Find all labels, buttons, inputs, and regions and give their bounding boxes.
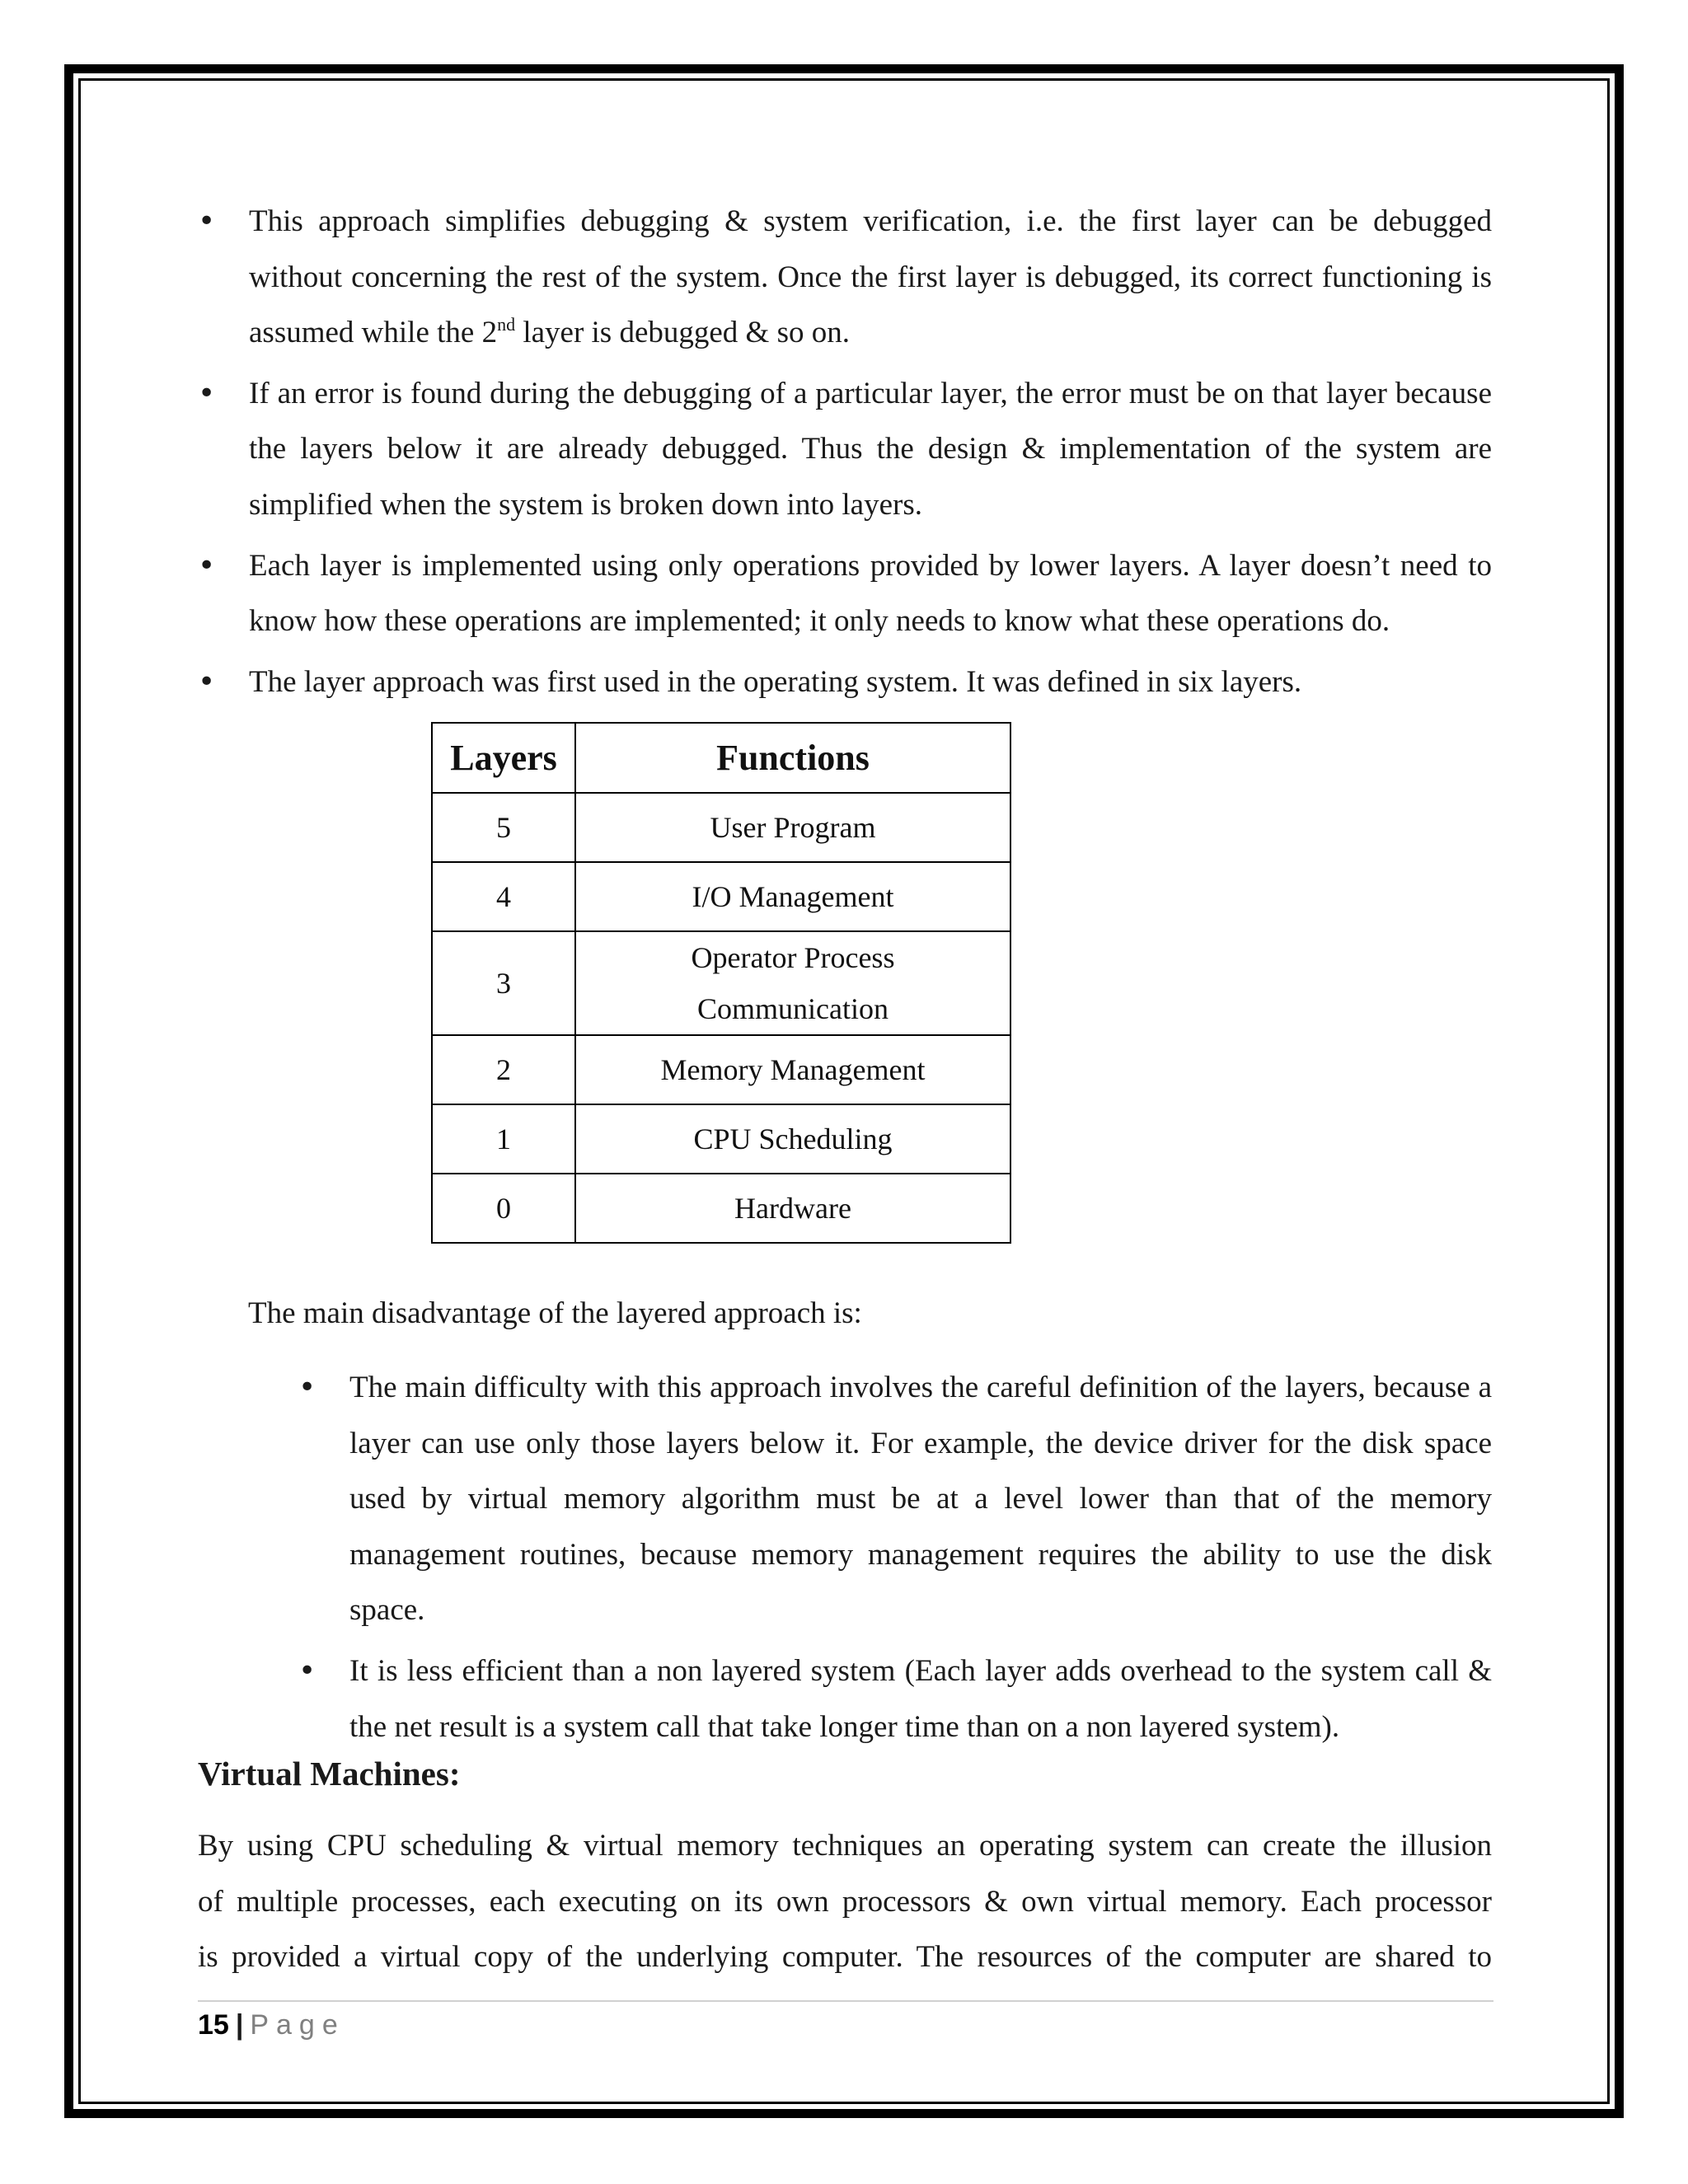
virtual-machines-paragraph xyxy=(198,1818,1492,1985)
list-item: • If an error is found during the debugging of a particular layer, the error must be on that layer because the layers below it are already debugged. Thus the design & implementation of the system are simplified when the system is broken down into layers. xyxy=(198,366,1492,533)
disadvantage-list-container xyxy=(298,1360,1492,1760)
bullet-text: This approach simplifies debugging & system verification, i.e. the first layer can be debugged without concerning the rest of the system. Once the first layer is debugged, its correct functioning is assumed while the 2 xyxy=(249,204,1492,350)
footer-separator: | xyxy=(235,2009,244,2041)
disadvantage-intro: The main disadvantage of the layered approach is: xyxy=(248,1296,862,1330)
cell-layer: 1 xyxy=(432,1104,575,1174)
page-label: Page xyxy=(250,2009,345,2041)
page-number: 15 xyxy=(198,2009,229,2041)
paragraph-line: of multiple processes, each executing on its own processors & own virtual memory. Each processor xyxy=(198,1884,1492,1919)
disadvantage-list xyxy=(298,1360,1492,1755)
list-item: • The layer approach was first used in the operating system. It was defined in six layers. xyxy=(198,654,1492,710)
layers-table xyxy=(431,722,1011,1244)
bullet-list xyxy=(198,194,1492,710)
cell-function xyxy=(575,931,1010,1035)
table-row xyxy=(432,862,1010,931)
cell-function: I/O Management xyxy=(575,862,1010,931)
paragraph-line: By using CPU scheduling & virtual memory techniques an operating system can create the illusion xyxy=(198,1829,1492,1863)
header-functions: Functions xyxy=(575,723,1010,793)
cell-layer: 3 xyxy=(432,931,575,1035)
main-content xyxy=(198,194,1492,715)
cell-layer: 2 xyxy=(432,1035,575,1104)
bullet-text: layer is debugged & so on. xyxy=(515,316,850,350)
list-item: • The main difficulty with this approach involves the careful definition of the layers, because a layer can use only those layers below it. For example, the device driver for the disk space used by virtual memory algorithm must be at a level lower than that of the memory management routines, because memory management requires the ability to use the disk space. xyxy=(298,1360,1492,1638)
cell-layer: 0 xyxy=(432,1174,575,1243)
table-row xyxy=(432,1174,1010,1243)
table-row xyxy=(432,1104,1010,1174)
cell-function: User Program xyxy=(575,793,1010,862)
cell-function-line: Operator Process xyxy=(691,941,895,974)
header-layers: Layers xyxy=(432,723,575,793)
list-item xyxy=(198,194,1492,361)
cell-function: CPU Scheduling xyxy=(575,1104,1010,1174)
superscript: nd xyxy=(497,314,516,335)
paragraph-line: is provided a virtual copy of the underlying computer. The resources of the computer are shared to xyxy=(198,1940,1492,1975)
cell-layer: 5 xyxy=(432,793,575,862)
section-heading: Virtual Machines: xyxy=(198,1755,461,1793)
cell-function-line: Communication xyxy=(697,992,889,1025)
cell-function: Memory Management xyxy=(575,1035,1010,1104)
list-item: • Each layer is implemented using only operations provided by lower layers. A layer doesn’t need to know how these operations are implemented; it only needs to know what these operations do. xyxy=(198,538,1492,649)
table-row xyxy=(432,793,1010,862)
list-item: • It is less efficient than a non layered system (Each layer adds overhead to the system call & the net result is a system call that take longer time than on a non layered system). xyxy=(298,1643,1492,1755)
cell-function: Hardware xyxy=(575,1174,1010,1243)
table-row xyxy=(432,931,1010,1035)
footer-divider xyxy=(198,2000,1493,2002)
cell-layer: 4 xyxy=(432,862,575,931)
table-row xyxy=(432,1035,1010,1104)
table-header-row xyxy=(432,723,1010,793)
page-footer xyxy=(198,2009,345,2041)
